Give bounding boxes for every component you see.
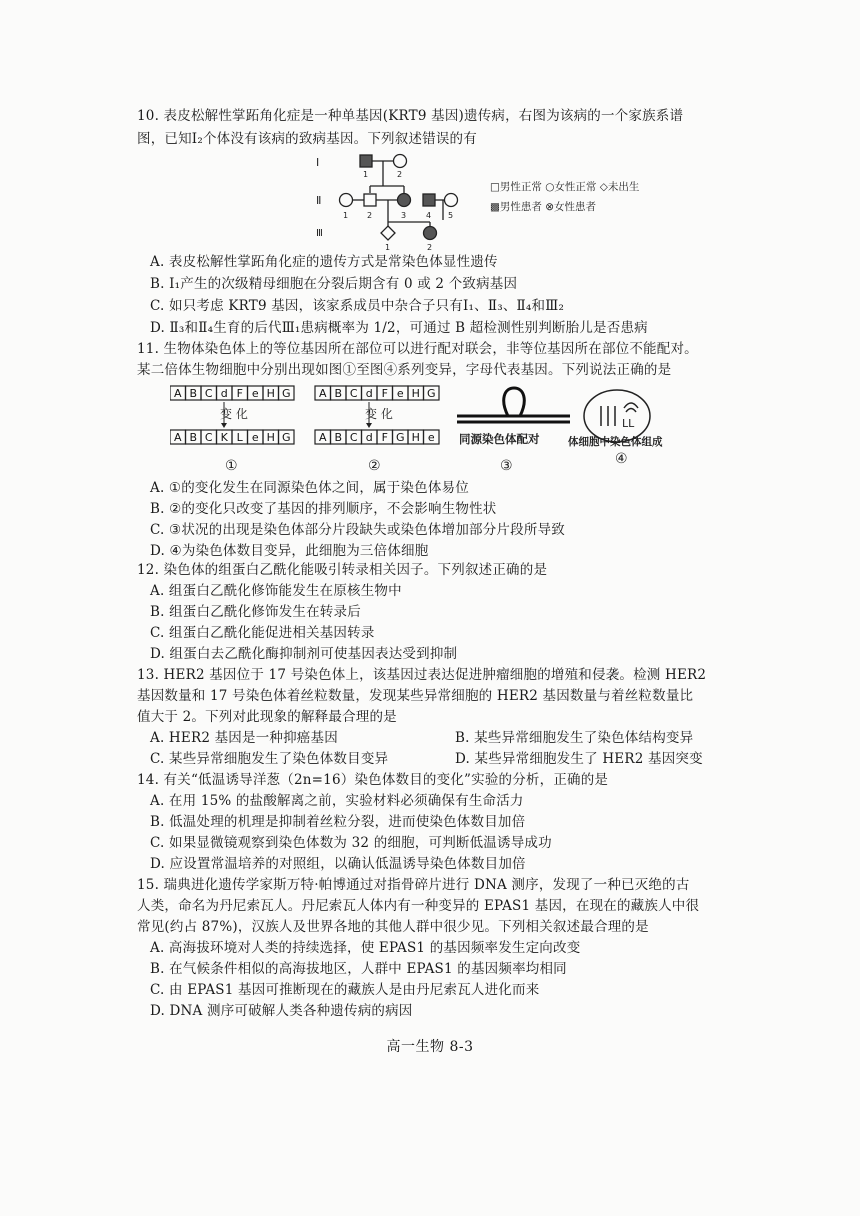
q13-stem-line3: 值大于 2。下列对此现象的解释最合理的是: [137, 709, 397, 725]
fig2-top-gene-label: A: [318, 387, 327, 400]
fig1-top-gene-label: C: [204, 387, 213, 400]
q15-option-c: C. 由 EPAS1 基因可推断现在的藏族人是由丹尼索瓦人进化而来: [150, 982, 540, 998]
pedigree-II3-affected-female: [398, 194, 411, 207]
pedigree-II2-normal-male: [364, 194, 376, 206]
fig2-top-gene-label: H: [411, 387, 420, 400]
gen-label-1: Ⅰ: [316, 156, 320, 169]
fig2-bottom-gene-label: C: [349, 431, 358, 444]
fig1-top-gene-label: F: [236, 387, 243, 400]
figure-3: [457, 388, 570, 422]
fig2-bottom-gene-label: e: [427, 431, 435, 444]
pedigree-legend-row2: ▩男性患者 ⊗女性患者: [490, 201, 597, 213]
q11-option-a: A. ①的变化发生在同源染色体之间，属于染色体易位: [150, 480, 469, 496]
fig1-top-gene-label: e: [251, 387, 259, 400]
svg-text:2: 2: [427, 243, 433, 252]
fig1-top-gene-label: G: [281, 387, 291, 400]
q13-option-c: C. 某些异常细胞发生了染色体数目变异: [150, 751, 389, 767]
fig1-change-label: 变 化: [220, 407, 248, 421]
q13-option-d: D. 某些异常细胞发生了 HER2 基因突变: [455, 751, 703, 767]
q10-option-a: A. 表皮松解性掌跖角化症的遗传方式是常染色体显性遗传: [150, 254, 498, 270]
fig-number-4: ④: [615, 451, 628, 467]
q12-option-c: C. 组蛋白乙酰化能促进相关基因转录: [150, 625, 375, 641]
q15-option-d: D. DNA 测序可破解人类各种遗传病的病因: [150, 1003, 413, 1019]
pedigree-I2-normal-female: [394, 155, 407, 168]
svg-text:4: 4: [426, 211, 432, 220]
svg-text:5: 5: [448, 211, 454, 220]
q11-stem-line1: 11. 生物体染色体上的等位基因所在部位可以进行配对联会，非等位基因所在部位不能配对。: [137, 341, 698, 357]
fig1-bottom-gene-label: K: [220, 431, 228, 444]
gen-label-2: Ⅱ: [316, 194, 322, 207]
q12-option-a: A. 组蛋白乙酰化修饰能发生在原核生物中: [150, 583, 402, 599]
fig-number-2: ②: [368, 458, 381, 474]
fig2-bottom-gene-label: H: [411, 431, 420, 444]
fig1-bottom-gene-label: A: [173, 431, 182, 444]
q15-option-b: B. 在气候条件相似的高海拔地区，人群中 EPAS1 的基因频率均相同: [150, 961, 567, 977]
fig1-top-gene-label: d: [220, 387, 228, 400]
fig-number-1: ①: [225, 458, 238, 474]
q12-stem: 12. 染色体的组蛋白乙酰化能吸引转录相关因子。下列叙述正确的是: [137, 562, 548, 578]
pedigree-II4-affected-male: [423, 194, 435, 206]
q11-option-b: B. ②的变化只改变了基因的排列顺序，不会影响生物性状: [150, 501, 497, 517]
q10-option-b: B. Ⅰ₁产生的次级精母细胞在分裂后期含有 0 或 2 个致病基因: [150, 276, 518, 292]
figure-4: [584, 390, 650, 442]
fig2-bottom-gene-label: A: [318, 431, 327, 444]
pedigree-II5-normal-female: [445, 194, 458, 207]
fig2-top-gene-label: B: [334, 387, 343, 400]
q11-stem-line2: 某二倍体生物细胞中分别出现如图①至图④系列变异，字母代表基因。下列说法正确的是: [137, 362, 672, 378]
q10-option-d: D. Ⅱ₃和Ⅱ₄生育的后代Ⅲ₁患病概率为 1/2，可通过 B 超检测性别判断胎儿是否患病: [150, 320, 648, 336]
fig1-bottom-gene-label: B: [189, 431, 198, 444]
q10-stem-line1: 10. 表皮松解性掌跖角化症是一种单基因(KRT9 基因)遗传病，右图为该病的一个家族系谱: [137, 108, 684, 124]
fig1-top-gene-label: A: [173, 387, 182, 400]
fig2-top-gene-label: G: [426, 387, 436, 400]
fig3-caption: 同源染色体配对: [459, 432, 540, 446]
pedigree-II1-normal-female: [340, 194, 353, 207]
svg-text:1: 1: [385, 243, 391, 252]
gen-label-3: Ⅲ: [316, 228, 323, 239]
fig1-bottom-gene-label: H: [266, 431, 275, 444]
fig4-letters: LL: [622, 417, 635, 430]
q13-option-b: B. 某些异常细胞发生了染色体结构变异: [455, 730, 694, 746]
q15-stem-line3: 常见(约占 87%)，汉族人及世界各地的其他人群中很少见。下列相关叙述最合理的是: [137, 919, 649, 935]
svg-text:2: 2: [367, 211, 373, 220]
fig2-bottom-gene-label: F: [381, 431, 388, 444]
fig2-top-gene-label: C: [349, 387, 358, 400]
fig1-top-gene-label: H: [266, 387, 275, 400]
q13-stem-line2: 基因数量和 17 号染色体着丝粒数量，发现某些异常细胞的 HER2 基因数量与着丝粒数量比: [137, 688, 694, 704]
fig-number-3: ③: [500, 458, 513, 474]
fig2-top-gene-label: d: [365, 387, 373, 400]
q10-option-c: C. 如只考虑 KRT9 基因，该家系成员中杂合子只有Ⅰ₁、Ⅱ₃、Ⅱ₄和Ⅲ₂: [150, 298, 565, 314]
q14-option-b: B. 低温处理的机理是抑制着丝粒分裂，进而使染色体数目加倍: [150, 814, 526, 830]
q14-option-c: C. 如果显微镜观察到染色体数为 32 的细胞，可判断低温诱导成功: [150, 835, 552, 851]
pedigree-legend-row1: □男性正常 ○女性正常 ◇未出生: [490, 181, 640, 193]
svg-text:1: 1: [343, 211, 349, 220]
fig1-top-gene-label: B: [189, 387, 198, 400]
fig2-bottom-gene-label: G: [395, 431, 405, 444]
svg-text:2: 2: [397, 170, 403, 179]
q15-stem-line2: 人类，命名为丹尼索瓦人。丹尼索瓦人体内有一种变异的 EPAS1 基因，在现在的藏族人中很: [137, 898, 700, 914]
fig1-bottom-gene-label: C: [204, 431, 213, 444]
pedigree-III2-affected-female: [424, 227, 437, 240]
q13-option-a: A. HER2 基因是一种抑癌基因: [150, 730, 338, 746]
q12-option-d: D. 组蛋白去乙酰化酶抑制剂可使基因表达受到抑制: [150, 646, 458, 662]
fig2-change-label: 变 化: [365, 407, 393, 421]
q11-option-c: C. ③状况的出现是染色体部分片段缺失或染色体增加部分片段所导致: [150, 522, 565, 538]
svg-text:3: 3: [401, 211, 407, 220]
q15-option-a: A. 高海拔环境对人类的持续选择，使 EPAS1 的基因频率发生定向改变: [150, 940, 581, 956]
fig1-bottom-gene-label: G: [281, 431, 291, 444]
pedigree-III1-unborn: [381, 226, 395, 240]
fig1-bottom-gene-label: e: [251, 431, 259, 444]
fig2-top-gene-label: e: [396, 387, 404, 400]
q14-option-d: D. 应设置常温培养的对照组，以确认低温诱导染色体数目加倍: [150, 856, 526, 872]
q11-option-d: D. ④为染色体数目变异，此细胞为三倍体细胞: [150, 543, 429, 559]
pedigree-I1-affected-male: [360, 155, 372, 167]
q14-option-a: A. 在用 15% 的盐酸解离之前，实验材料必须确保有生命活力: [150, 793, 524, 809]
q14-stem: 14. 有关“低温诱导洋葱（2n=16）染色体数目的变化”实验的分析，正确的是: [137, 772, 609, 788]
q12-option-b: B. 组蛋白乙酰化修饰发生在转录后: [150, 604, 361, 620]
svg-text:1: 1: [363, 170, 369, 179]
pedigree-diagram: [300, 152, 680, 252]
page-footer: 高一生物 8-3: [386, 1039, 474, 1055]
fig2-bottom-gene-label: d: [365, 431, 373, 444]
fig1-bottom-gene-label: L: [236, 431, 243, 444]
fig4-caption: 体细胞中染色体组成: [568, 436, 663, 448]
q13-stem-line1: 13. HER2 基因位于 17 号染色体上，该基因过表达促进肿瘤细胞的增殖和侵袭。检测 HER2: [137, 667, 707, 683]
fig2-bottom-gene-label: B: [334, 431, 343, 444]
q11-figures: [170, 380, 710, 475]
q10-stem-line2: 图，已知Ⅰ₂个体没有该病的致病基因。下列叙述错误的有: [137, 131, 477, 147]
fig2-top-gene-label: F: [381, 387, 388, 400]
q15-stem-line1: 15. 瑞典进化遗传学家斯万特·帕博通过对指骨碎片进行 DNA 测序，发现了一种已灭绝的古: [137, 877, 690, 893]
